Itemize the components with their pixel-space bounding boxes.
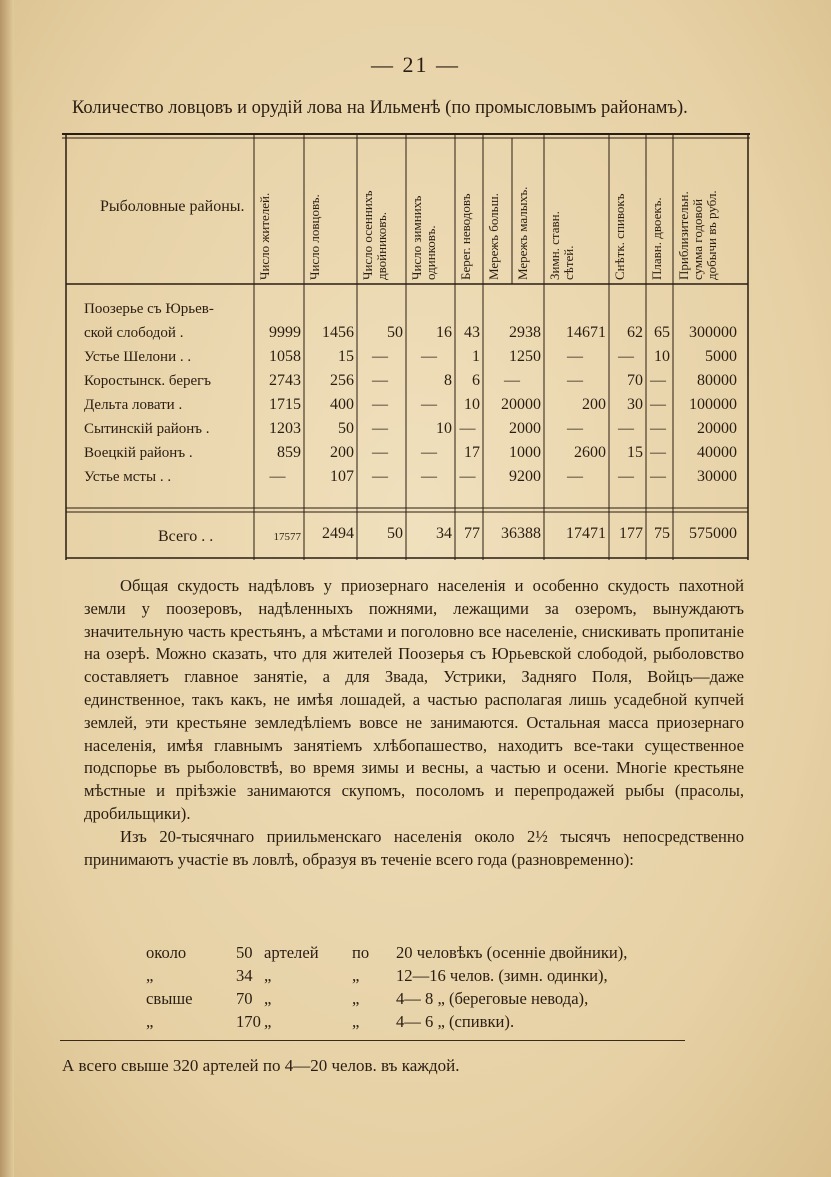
body-text xyxy=(84,575,744,871)
artel-word: артелей xyxy=(264,943,319,962)
table-cell: — xyxy=(650,444,666,461)
artel-size: 20 человѣкъ (осенніе двойники), xyxy=(396,943,628,962)
artel-prefix: свыше xyxy=(146,989,193,1008)
table-cell: 1058 xyxy=(269,348,301,365)
table-cell: — xyxy=(269,468,286,485)
column-header-line: добычи въ рубл. xyxy=(704,190,719,280)
table-cell: 50 xyxy=(387,324,403,341)
paragraph: Изъ 20-тысячнаго приильменскаго населенія около 2½ тысячъ непосредственно принимаютъ участіе въ ловлѣ, образуя въ теченіе всего года (разновременно): xyxy=(84,826,744,869)
column-header-line: Берег. неводовъ xyxy=(458,193,473,280)
artel-count: 70 xyxy=(236,989,253,1008)
total-cell: 50 xyxy=(387,525,403,542)
artel-row xyxy=(84,989,744,1013)
total-cell: 34 xyxy=(436,525,452,542)
table-cell: — xyxy=(618,420,634,437)
table-cell: — xyxy=(421,348,437,365)
table-cell: 10 xyxy=(654,348,670,365)
region-name: Поозерье съ Юрьев- xyxy=(84,301,214,317)
region-name: Устье Шелони . . xyxy=(84,349,192,365)
table-cell: — xyxy=(650,396,666,413)
artel-word: „ xyxy=(264,966,272,985)
table-cell: 65 xyxy=(654,324,670,341)
artel-word: „ xyxy=(264,989,272,1008)
table-cell: — xyxy=(372,468,388,485)
page-number: — 21 — xyxy=(371,52,460,77)
column-header xyxy=(361,140,402,280)
column-header-line: Число зимнихъ xyxy=(409,195,424,280)
table-grid-lines xyxy=(62,130,752,562)
table-cell: — xyxy=(459,468,476,485)
region-name: Устье мсты . . xyxy=(84,469,172,485)
table-cell: 2000 xyxy=(509,420,541,437)
table-cell: 9999 xyxy=(269,324,301,341)
column-header-line: одинковъ. xyxy=(423,225,438,280)
table-cell: 1 xyxy=(472,348,480,365)
artel-row xyxy=(84,966,744,990)
artel-row xyxy=(84,943,744,967)
summary-line: А всего свыше 320 артелей по 4—20 челов. въ каждой. xyxy=(62,1056,460,1075)
total-cell: 36388 xyxy=(501,525,541,542)
region-column-header: Рыболовные районы. xyxy=(100,198,245,215)
table-cell: 15 xyxy=(338,348,354,365)
table-cell: — xyxy=(459,420,476,437)
table-cell: 10 xyxy=(464,396,480,413)
artel-per: „ xyxy=(352,989,360,1008)
artel-size: 4— 6 „ (спивки). xyxy=(396,1012,515,1031)
column-header-line: Мережъ малыхъ. xyxy=(515,186,530,280)
table-cell: 1203 xyxy=(269,420,301,437)
total-cell: 75 xyxy=(654,525,670,542)
table-cell: 100000 xyxy=(689,396,737,413)
table-cell: 40000 xyxy=(697,444,737,461)
table-cell: 9200 xyxy=(509,468,541,485)
table-cell: — xyxy=(650,468,666,485)
table-cell: 256 xyxy=(330,372,354,389)
artel-row xyxy=(84,1012,744,1036)
column-header-line: двойниковъ. xyxy=(374,212,389,280)
artel-per: „ xyxy=(352,966,360,985)
column-header xyxy=(516,140,540,280)
table-cell: — xyxy=(567,348,583,365)
table-cell: 15 xyxy=(627,444,643,461)
column-header-line: сѣтей. xyxy=(561,245,576,280)
table-cell: 6 xyxy=(472,372,480,389)
table-cell: 43 xyxy=(464,324,480,341)
region-name: Коростынск. берегъ xyxy=(84,373,212,389)
artel-prefix: около xyxy=(146,943,187,962)
artel-per: „ xyxy=(352,1012,360,1031)
table-cell: — xyxy=(567,420,583,437)
table-cell: 859 xyxy=(277,444,301,461)
table-cell: — xyxy=(421,444,437,461)
artel-size: 4— 8 „ (береговые невода), xyxy=(396,989,589,1008)
table-cell: — xyxy=(504,372,520,389)
column-header xyxy=(487,140,508,280)
table-cell: 50 xyxy=(338,420,354,437)
table-cell: 2938 xyxy=(509,324,541,341)
column-header-line: Снѣтк. спивокъ xyxy=(612,193,627,280)
table-cell: — xyxy=(650,372,666,389)
column-header-line: Число жителей. xyxy=(257,192,272,280)
total-cell: 17471 xyxy=(566,525,606,542)
column-header-line: сумма годовой xyxy=(690,198,705,280)
table-cell: — xyxy=(372,420,388,437)
page-edge xyxy=(0,0,14,1177)
region-name: Дельта ловати . xyxy=(84,397,183,413)
table-cell: 1250 xyxy=(509,348,541,365)
table-cell: 1715 xyxy=(269,396,301,413)
table-cell: 30 xyxy=(627,396,643,413)
region-name: Сытинскій районъ . xyxy=(84,421,210,437)
region-name: Воецкій районъ . xyxy=(84,445,193,461)
total-cell: 17577 xyxy=(273,531,301,543)
artel-prefix: „ xyxy=(146,966,154,985)
column-header-line: Мережъ больш. xyxy=(486,193,501,280)
total-cell: 2494 xyxy=(322,525,354,542)
artel-count: 50 xyxy=(236,943,253,962)
artel-count: 34 xyxy=(236,966,253,985)
table-cell: — xyxy=(567,372,583,389)
table-cell: 14671 xyxy=(566,324,606,341)
table-cell: — xyxy=(372,444,388,461)
paragraph: Общая скудость надѣловъ у приозернаго населенія и особенно скудость пахотной земли у поозеровъ, надѣленныхъ пожнями, лежащими за озеромъ, вынуждаютъ значительную часть крестьянъ, а мѣстами и поголовно все населеніе, снискивать пропитаніе на озерѣ. Можно сказать, что для жителей Поозерья съ Юрьевской слободой, рыболовство составляетъ главное занятіе, а для Звада, Устрики, Задняго Поля, Войцъ—даже единственное, такъ какъ, не имѣя лошадей, а частью располагая лишь усадебной купчей землей, эти крестьяне земледѣліемъ вовсе не занимаются. Остальная масса приозернаго населенія, имѣя главнымъ занятіемъ хлѣбопашество, находитъ все-таки существенное подспорье въ рыболовствѣ, во время зимы и весны, а частью и осени. Многіе крестьяне мѣстные и пріѣзжіе занимаются скупомъ, посоломъ и перепродажей рыбы (прасолы, дробильщики). xyxy=(84,576,744,823)
table-cell: 300000 xyxy=(689,324,737,341)
total-label: Всего . . xyxy=(158,528,214,545)
table-cell: 5000 xyxy=(705,348,737,365)
table-cell: 1456 xyxy=(322,324,354,341)
column-header-line: Приблизительн. xyxy=(676,191,691,280)
table-cell: — xyxy=(421,468,437,485)
table-cell: 20000 xyxy=(501,396,541,413)
table-cell: — xyxy=(650,420,666,437)
column-header xyxy=(677,140,736,280)
table-cell: 2600 xyxy=(574,444,606,461)
total-cell: 177 xyxy=(619,525,643,542)
column-header-line: Число осеннихъ xyxy=(360,190,375,280)
table-cell: — xyxy=(618,468,634,485)
fishery-table xyxy=(62,130,752,562)
table-cell: 20000 xyxy=(697,420,737,437)
table-cell: 80000 xyxy=(697,372,737,389)
table-cell: 2743 xyxy=(269,372,301,389)
artel-size: 12—16 челов. (зимн. одинки), xyxy=(396,966,608,985)
table-cell: 400 xyxy=(330,396,354,413)
table-cell: 1000 xyxy=(509,444,541,461)
table-cell: — xyxy=(618,348,634,365)
column-header-line: Зимн. ставн. xyxy=(547,211,562,280)
column-header-line: Плавн. двоекъ. xyxy=(649,197,664,280)
column-header xyxy=(459,140,479,280)
table-cell: 30000 xyxy=(697,468,737,485)
table-cell: — xyxy=(421,396,437,413)
table-cell: — xyxy=(372,396,388,413)
table-cell: — xyxy=(372,348,388,365)
total-cell: 575000 xyxy=(689,525,737,542)
column-header xyxy=(308,140,353,280)
table-cell: 107 xyxy=(330,468,354,485)
table-cell: 200 xyxy=(582,396,606,413)
table-cell: 70 xyxy=(627,372,643,389)
table-cell: 200 xyxy=(330,444,354,461)
table-title: Количество ловцовъ и орудій лова на Ильменѣ (по промысловымъ районамъ). xyxy=(72,98,688,118)
table-cell: 16 xyxy=(436,324,452,341)
artel-word: „ xyxy=(264,1012,272,1031)
artel-prefix: „ xyxy=(146,1012,154,1031)
table-cell: — xyxy=(567,468,583,485)
column-header xyxy=(258,140,300,280)
artel-per: по xyxy=(352,943,370,962)
column-header xyxy=(410,140,451,280)
total-cell: 77 xyxy=(464,525,480,542)
column-header xyxy=(613,140,642,280)
table-cell: 62 xyxy=(627,324,643,341)
column-header-line: Число ловцовъ. xyxy=(307,194,322,280)
artel-count: 170 xyxy=(236,1012,261,1031)
table-cell: — xyxy=(372,372,388,389)
region-name: ской слободой . xyxy=(84,325,184,341)
divider-line xyxy=(60,1040,685,1041)
column-header xyxy=(548,140,605,280)
table-cell: 8 xyxy=(444,372,452,389)
table-cell: 17 xyxy=(464,444,480,461)
table-cell: 10 xyxy=(436,420,452,437)
column-header xyxy=(650,140,669,280)
